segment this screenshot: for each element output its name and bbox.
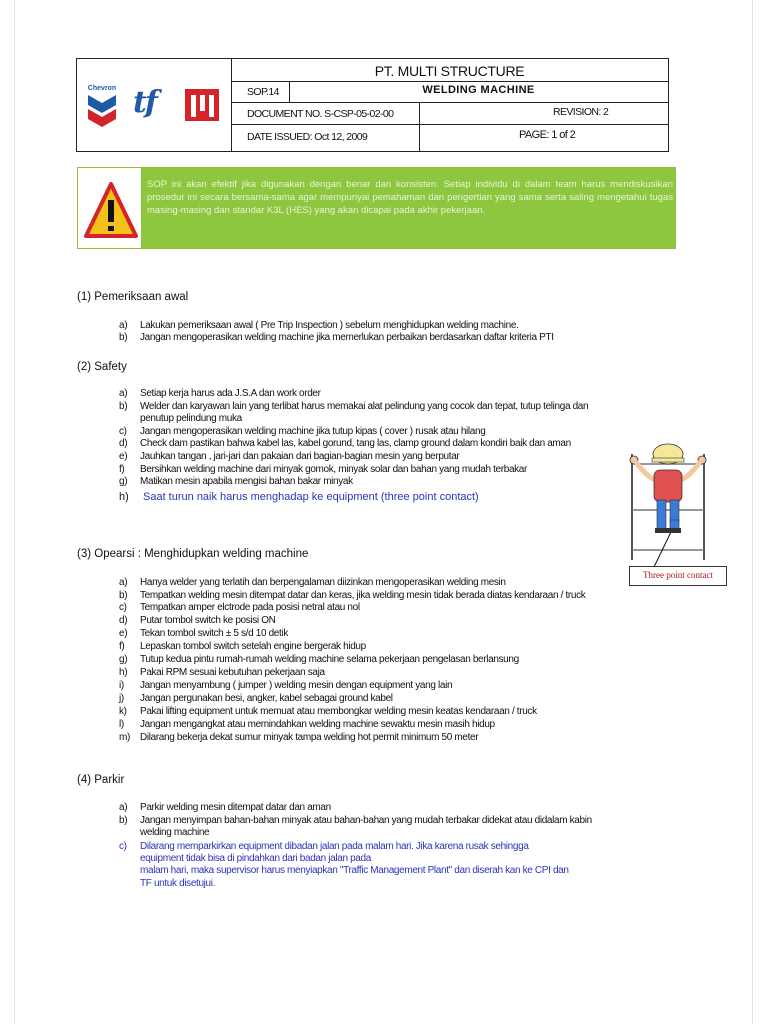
svg-text:Chevron: Chevron	[87, 85, 117, 92]
illustration-caption-box	[629, 566, 727, 586]
date-issued: DATE ISSUED: Oct 12, 2009	[247, 131, 368, 143]
warning-text: SOP ini akan efektif jika digunakan dengan benar dan konsisten. Setiap individu di dalam team harus mendiskusikan prosedur ini secara bersama-sama agar mempunyai pemahaman dan pengertian yang sama serta saling mengetahui tugas masing-masing dan standar K3L (HES) yang akan dicapai pada akhir pekerjaan.	[147, 179, 673, 216]
document-header-table	[76, 58, 669, 152]
company-name: PT. MULTI STRUCTURE	[374, 63, 525, 79]
tf-logo: tf	[133, 85, 156, 120]
section-title-4: (4) Parkir	[77, 774, 125, 786]
logo-cell	[77, 59, 232, 151]
section-title-3: (3) Opearsi : Menghidupkan welding machine	[77, 548, 309, 560]
illustration-caption: Three point contact	[643, 570, 713, 580]
section-title-2: (2) Safety	[77, 361, 127, 373]
page-number: PAGE: 1 of 2	[519, 129, 576, 141]
document-title: WELDING MACHINE	[422, 84, 535, 96]
warning-triangle-icon	[83, 178, 139, 242]
page-edge-left	[14, 0, 15, 1024]
warning-banner	[77, 167, 676, 249]
chevron-logo-icon	[85, 81, 119, 127]
document-number: DOCUMENT NO. S-CSP-05-02-00	[247, 108, 394, 120]
section-title-1: (1) Pemeriksaan awal	[77, 291, 189, 303]
sop-number: SOP.14	[247, 86, 279, 98]
page-edge-right	[752, 0, 753, 1024]
revision: REVISION: 2	[553, 106, 609, 118]
multi-structure-logo-icon	[185, 89, 219, 121]
